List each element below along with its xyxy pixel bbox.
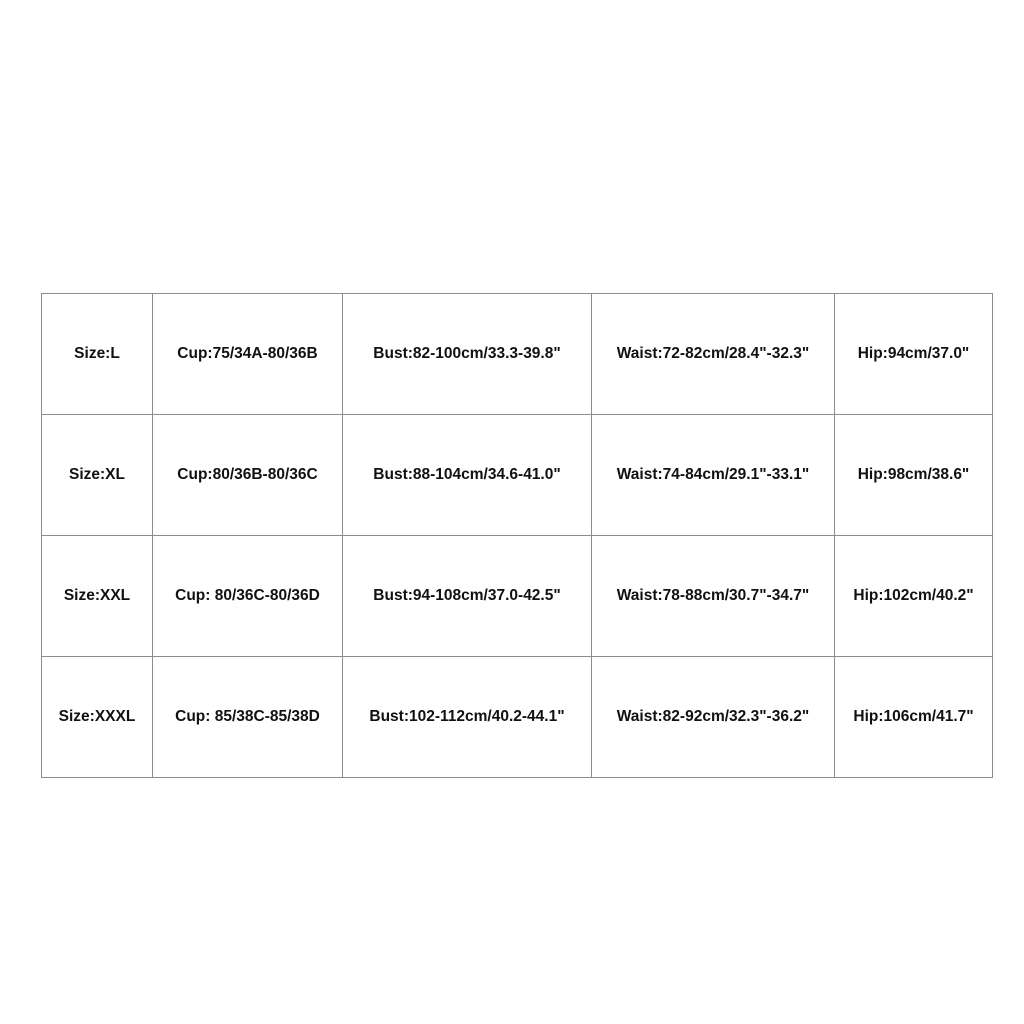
waist-cell: Waist:78-88cm/30.7"-34.7"	[592, 536, 835, 657]
cup-cell: Cup:80/36B-80/36C	[153, 415, 343, 536]
cup-cell: Cup: 85/38C-85/38D	[153, 657, 343, 778]
cup-cell: Cup: 80/36C-80/36D	[153, 536, 343, 657]
waist-cell: Waist:72-82cm/28.4"-32.3"	[592, 294, 835, 415]
size-cell: Size:XXL	[42, 536, 153, 657]
bust-cell: Bust:94-108cm/37.0-42.5"	[343, 536, 592, 657]
hip-cell: Hip:106cm/41.7"	[835, 657, 993, 778]
table-row	[42, 536, 993, 657]
size-cell: Size:XXXL	[42, 657, 153, 778]
bust-cell: Bust:88-104cm/34.6-41.0"	[343, 415, 592, 536]
bust-cell: Bust:102-112cm/40.2-44.1"	[343, 657, 592, 778]
waist-cell: Waist:74-84cm/29.1"-33.1"	[592, 415, 835, 536]
waist-cell: Waist:82-92cm/32.3"-36.2"	[592, 657, 835, 778]
hip-cell: Hip:94cm/37.0"	[835, 294, 993, 415]
bust-cell: Bust:82-100cm/33.3-39.8"	[343, 294, 592, 415]
hip-cell: Hip:98cm/38.6"	[835, 415, 993, 536]
table-row	[42, 657, 993, 778]
size-chart-table	[41, 293, 993, 778]
hip-cell: Hip:102cm/40.2"	[835, 536, 993, 657]
size-cell: Size:L	[42, 294, 153, 415]
table-row	[42, 415, 993, 536]
size-cell: Size:XL	[42, 415, 153, 536]
cup-cell: Cup:75/34A-80/36B	[153, 294, 343, 415]
table-row	[42, 294, 993, 415]
